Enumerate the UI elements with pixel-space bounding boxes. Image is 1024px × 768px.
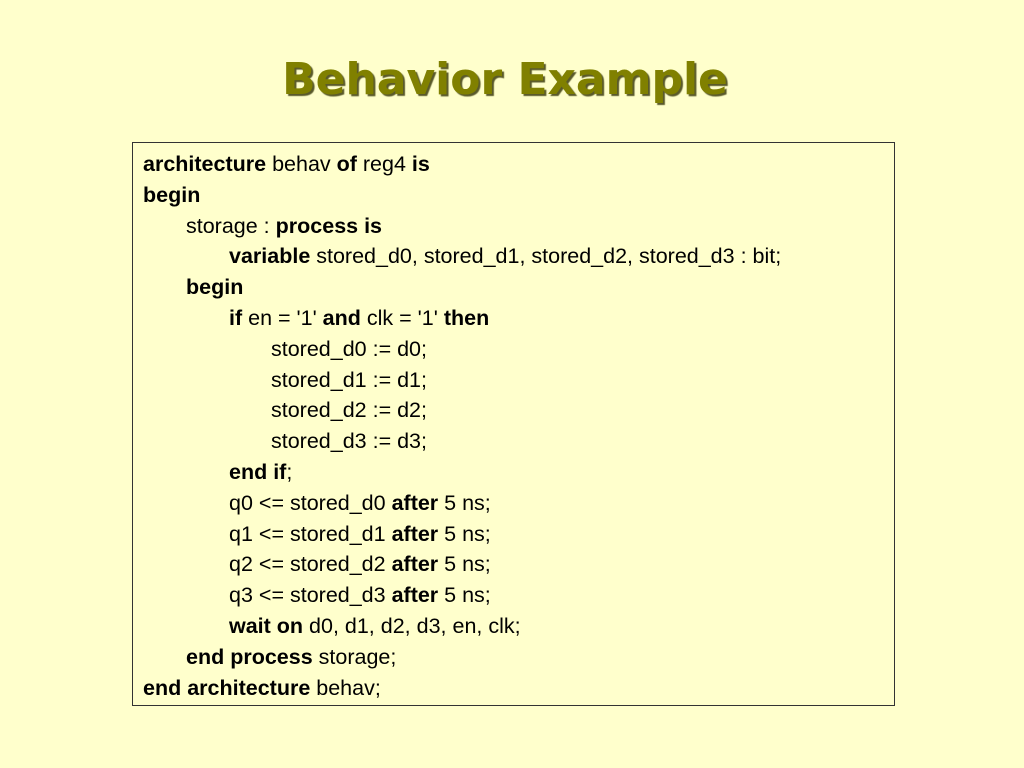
code-text: stored_d1 := d1; — [271, 367, 427, 392]
code-line — [143, 211, 781, 242]
code-text: storage : — [186, 213, 276, 238]
code-line — [143, 241, 781, 272]
code-line — [143, 457, 781, 488]
code-keyword: after — [391, 552, 439, 577]
code-line — [143, 519, 781, 550]
code-text: 5 ns; — [438, 552, 491, 577]
code-keyword: of — [336, 152, 357, 176]
code-keyword: after — [391, 583, 439, 608]
code-keyword: after — [391, 521, 439, 546]
code-keyword: wait on — [229, 613, 304, 638]
code-text: 5 ns; — [438, 490, 491, 515]
code-keyword: architecture — [143, 152, 267, 176]
code-block — [132, 142, 895, 706]
code-keyword: end process — [186, 644, 313, 669]
code-text: 5 ns; — [438, 521, 491, 546]
code-line — [143, 488, 781, 519]
code-line — [143, 180, 781, 211]
code-text: 5 ns; — [438, 583, 491, 608]
code-line — [143, 272, 781, 303]
code-text: stored_d2 := d2; — [271, 398, 427, 423]
code-line — [143, 642, 781, 673]
code-lines — [143, 149, 781, 703]
code-line — [143, 303, 781, 334]
code-keyword: if — [229, 305, 243, 330]
code-line — [143, 611, 781, 642]
code-text: q2 <= stored_d2 — [229, 552, 392, 577]
code-text: stored_d3 := d3; — [271, 429, 427, 454]
code-keyword: begin — [186, 275, 244, 300]
code-line — [143, 673, 781, 704]
code-keyword: then — [443, 305, 490, 330]
code-text: stored_d0 := d0; — [271, 336, 427, 361]
code-line — [143, 395, 781, 426]
code-text: ; — [286, 459, 293, 484]
code-text: q0 <= stored_d0 — [229, 490, 392, 515]
code-line — [143, 334, 781, 365]
code-text: en = '1' — [242, 305, 323, 330]
code-line — [143, 426, 781, 457]
code-text: clk = '1' — [360, 305, 444, 330]
code-text: behav; — [310, 675, 381, 700]
code-keyword: end if — [229, 459, 287, 484]
code-keyword: after — [391, 490, 439, 515]
code-line — [143, 549, 781, 580]
code-keyword: end architecture — [143, 675, 311, 700]
code-line — [143, 149, 781, 180]
code-text: q1 <= stored_d1 — [229, 521, 392, 546]
code-keyword: process is — [275, 213, 383, 238]
code-keyword: is — [411, 152, 430, 176]
code-line — [143, 365, 781, 396]
code-text: d0, d1, d2, d3, en, clk; — [303, 613, 521, 638]
code-keyword: begin — [143, 182, 201, 207]
code-text: reg4 — [356, 152, 412, 176]
code-text: q3 <= stored_d3 — [229, 583, 392, 608]
code-text: stored_d0, stored_d1, stored_d2, stored_d3 : bit; — [310, 244, 782, 269]
code-text: behav — [266, 152, 337, 176]
code-keyword: and — [322, 305, 361, 330]
slide-title: Behavior Example — [282, 54, 728, 105]
code-keyword: variable — [229, 244, 311, 269]
code-text: storage; — [312, 644, 397, 669]
code-line — [143, 580, 781, 611]
